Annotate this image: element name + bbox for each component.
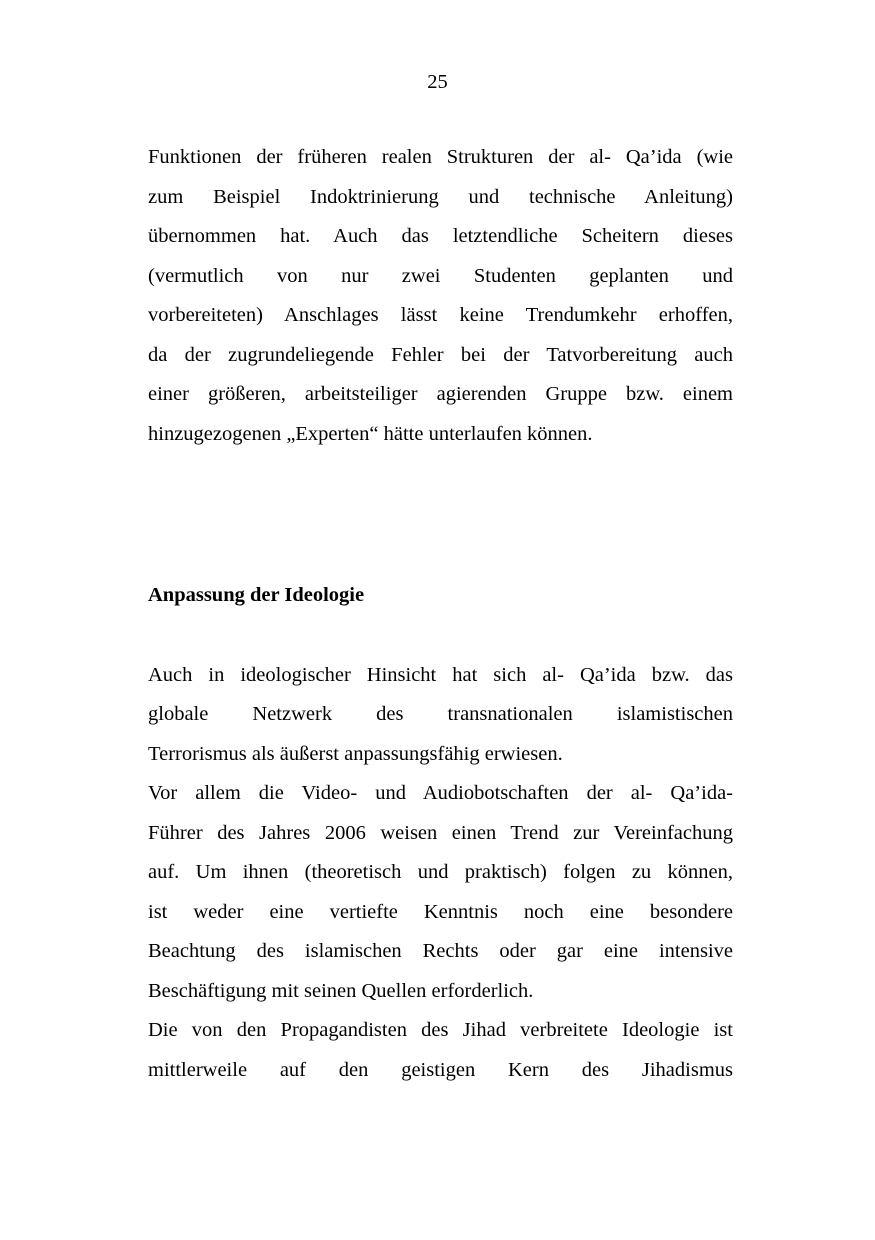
section-heading: Anpassung der Ideologie (148, 584, 365, 606)
text-line: einer größeren, arbeitsteiliger agierenden Gruppe bzw. einem (148, 383, 733, 405)
text-line: vorbereiteten) Anschlages lässt keine Trendumkehr erhoffen, (148, 304, 733, 326)
text-line: (vermutlich von nur zwei Studenten geplanten und (148, 264, 733, 287)
text-line: globale Netzwerk des transnationalen islamistischen (148, 703, 733, 725)
paragraph (148, 1011, 733, 1090)
paragraph (148, 656, 733, 775)
text-line: zum Beispiel Indoktrinierung und technische Anleitung) (148, 185, 733, 208)
page-number: 25 (427, 71, 448, 93)
text-line: Funktionen der früheren realen Strukturen der al- Qa’ida (wie (148, 146, 733, 168)
text-line: Die von den Propagandisten des Jihad verbreitete Ideologie ist (148, 1019, 733, 1041)
text-line: übernommen hat. Auch das letztendliche Scheitern dieses (148, 225, 733, 247)
text-line: da der zugrundeliegende Fehler bei der Tatvorbereitung auch (148, 343, 733, 366)
text-line: Führer des Jahres 2006 weisen einen Trend zur Vereinfachung (148, 821, 733, 844)
paragraph (148, 774, 733, 1011)
text-column (148, 138, 733, 1090)
text-line: Vor allem die Video- und Audiobotschaften der al- Qa’ida- (148, 782, 733, 804)
text-line: Beachtung des islamischen Rechts oder gar eine intensive (148, 940, 733, 962)
text-line: hinzugezogenen „Experten“ hätte unterlaufen können. (148, 422, 593, 445)
text-line: auf. Um ihnen (theoretisch und praktisch) folgen zu können, (148, 861, 733, 883)
text-line: Terrorismus als äußerst anpassungsfähig erwiesen. (148, 742, 563, 765)
text-line: ist weder eine vertiefte Kenntnis noch eine besondere (148, 900, 733, 923)
text-line: Beschäftigung mit seinen Quellen erforderlich. (148, 979, 534, 1002)
paragraph (148, 138, 733, 454)
text-line: Auch in ideologischer Hinsicht hat sich al- Qa’ida bzw. das (148, 663, 733, 686)
text-line: mittlerweile auf den geistigen Kern des Jihadismus (148, 1058, 733, 1081)
